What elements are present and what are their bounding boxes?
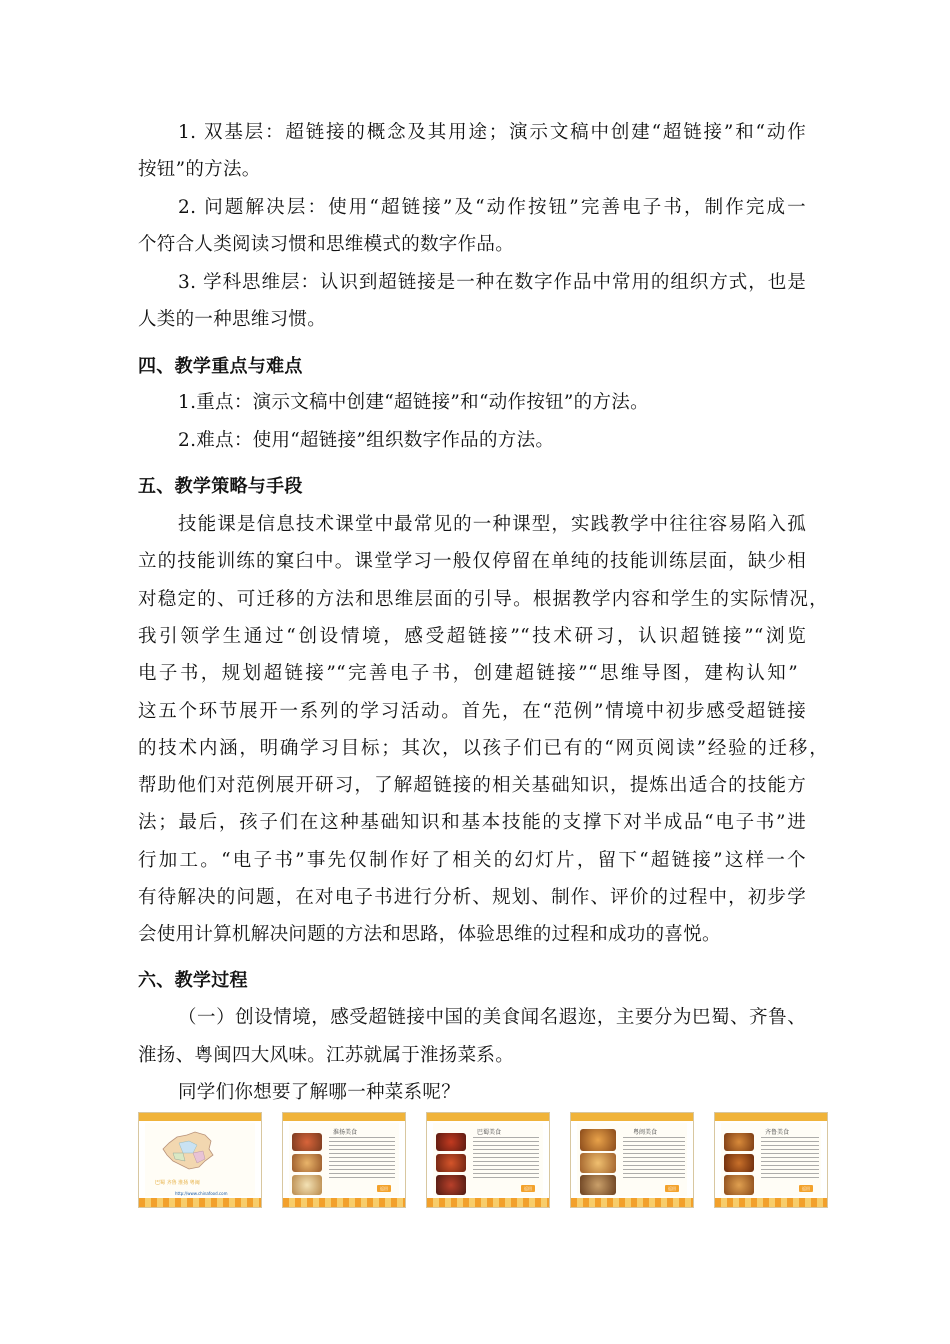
key-point-2: 2.难点：使用“超链接”组织数字作品的方法。 bbox=[178, 430, 555, 451]
slide-thumbnails bbox=[138, 1112, 828, 1208]
slide-title: 齐鲁美食 bbox=[765, 1129, 790, 1136]
food-image bbox=[580, 1153, 616, 1173]
strategy-line: 行加工。“电子书”事先仅制作好了相关的幻灯片，留下“超链接”这样一个 bbox=[138, 850, 806, 871]
strategy-line: 对稳定的、可迁移的方法和思维层面的引导。根据教学内容和学生的实际情况， bbox=[138, 589, 828, 610]
strategy-line: 有待解决的问题，在对电子书进行分析、规划、制作、评价的过程中，初步学 bbox=[138, 887, 806, 908]
objective-1-line2: 按钮”的方法。 bbox=[138, 159, 261, 180]
section-heading-process: 六、教学过程 bbox=[138, 970, 248, 991]
back-button[interactable]: 返回 bbox=[799, 1185, 813, 1192]
food-image bbox=[436, 1133, 466, 1151]
food-image bbox=[292, 1154, 322, 1172]
process-intro-line2: 淮扬、粤闽四大风味。江苏就属于淮扬菜系。 bbox=[138, 1045, 515, 1066]
slide-url: http://www.chinafood.com bbox=[175, 1191, 228, 1196]
section-heading-strategy: 五、教学策略与手段 bbox=[138, 476, 303, 497]
strategy-line: 帮助他们对范例展开研习，了解超链接的相关基础知识，提炼出适合的技能方 bbox=[138, 775, 806, 796]
strategy-line: 法；最后，孩子们在这种基础知识和基本技能的支撑下对半成品“电子书”进 bbox=[138, 812, 806, 833]
food-image bbox=[580, 1129, 616, 1151]
cuisine-names: 巴蜀 齐鲁 淮扬 粤闽 bbox=[155, 1180, 200, 1186]
food-image bbox=[724, 1154, 754, 1172]
food-image bbox=[724, 1133, 754, 1151]
objective-3-line1: 3. 学科思维层：认识到超链接是一种在数字作品中常用的组织方式，也是 bbox=[178, 272, 806, 293]
back-button[interactable]: 返回 bbox=[377, 1185, 391, 1192]
objective-1-line1: 1. 双基层：超链接的概念及其用途；演示文稿中创建“超链接”和“动作 bbox=[178, 122, 806, 143]
strategy-line: 的技术内涵，明确学习目标；其次，以孩子们已有的“网页阅读”经验的迁移， bbox=[138, 738, 828, 759]
objective-3-line2: 人类的一种思维习惯。 bbox=[138, 309, 327, 330]
slide-thumbnail-map bbox=[138, 1112, 262, 1208]
food-image bbox=[436, 1175, 466, 1195]
china-map-icon bbox=[159, 1129, 219, 1173]
slide-title: 粤闽美食 bbox=[633, 1129, 658, 1136]
food-image bbox=[292, 1133, 322, 1151]
food-image bbox=[436, 1154, 466, 1172]
section-heading-key-points: 四、教学重点与难点 bbox=[138, 356, 303, 377]
slide-title: 淮扬美食 bbox=[333, 1129, 358, 1136]
slide-thumbnail-huaiyang[interactable] bbox=[282, 1112, 406, 1208]
key-point-1: 1.重点：演示文稿中创建“超链接”和“动作按钮”的方法。 bbox=[178, 392, 649, 413]
process-intro-line1: （一）创设情境，感受超链接中国的美食闻名遐迩，主要分为巴蜀、齐鲁、 bbox=[178, 1007, 806, 1028]
food-image bbox=[724, 1175, 754, 1195]
slide-title: 巴蜀美食 bbox=[477, 1129, 502, 1136]
objective-2-line2: 个符合人类阅读习惯和思维模式的数字作品。 bbox=[138, 234, 515, 255]
back-button[interactable]: 返回 bbox=[665, 1185, 679, 1192]
slide-thumbnail-qilu[interactable] bbox=[714, 1112, 828, 1208]
strategy-line: 这五个环节展开一系列的学习活动。首先，在“范例”情境中初步感受超链接 bbox=[138, 701, 806, 722]
food-image bbox=[580, 1175, 616, 1195]
strategy-line: 立的技能训练的窠臼中。课堂学习一般仅停留在单纯的技能训练层面，缺少相 bbox=[138, 551, 806, 572]
process-question: 同学们你想要了解哪一种菜系呢？ bbox=[178, 1082, 461, 1103]
food-image bbox=[292, 1175, 322, 1195]
slide-thumbnail-yuemin[interactable] bbox=[570, 1112, 694, 1208]
slide-thumbnail-bashu[interactable] bbox=[426, 1112, 550, 1208]
strategy-line: 技能课是信息技术课堂中最常见的一种课型，实践教学中往往容易陷入孤 bbox=[178, 514, 806, 535]
strategy-line: 会使用计算机解决问题的方法和思路，体验思维的过程和成功的喜悦。 bbox=[138, 924, 721, 945]
strategy-line: 我引领学生通过“创设情境，感受超链接”“技术研习，认识超链接”“浏览 bbox=[138, 626, 806, 647]
strategy-line: 电子书，规划超链接”“完善电子书，创建超链接”“思维导图，建构认知” bbox=[138, 663, 798, 684]
objective-2-line1: 2. 问题解决层：使用“超链接”及“动作按钮”完善电子书，制作完成一 bbox=[178, 197, 806, 218]
back-button[interactable]: 返回 bbox=[521, 1185, 535, 1192]
